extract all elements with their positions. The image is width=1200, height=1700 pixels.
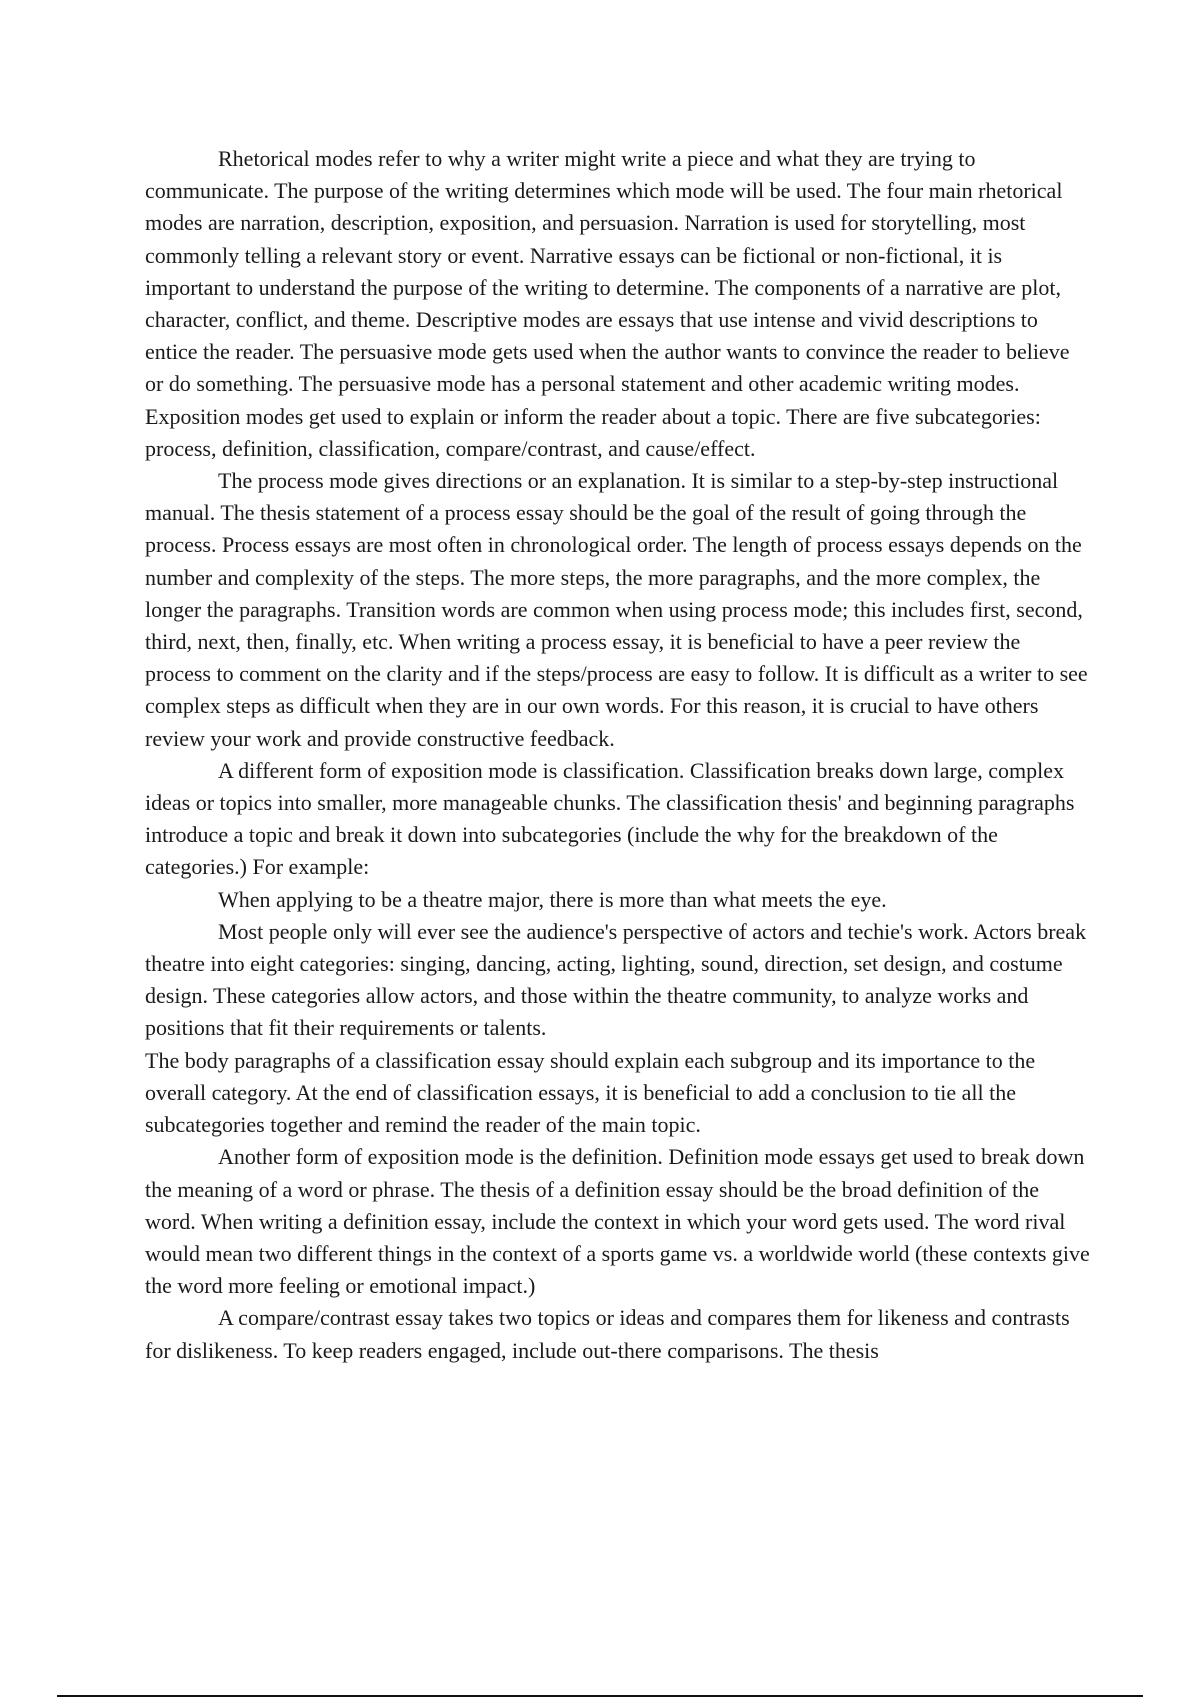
example-thesis-line: When applying to be a theatre major, there is more than what meets the eye.	[218, 886, 887, 912]
paragraph-compare-contrast: A compare/contrast essay takes two topics or ideas and compares them for likeness and contrasts for dislikeness. To keep readers engaged, include out-there comparisons. The thesis	[145, 1305, 1070, 1363]
page-bottom-divider	[57, 1695, 1143, 1697]
paragraph-process-mode: The process mode gives directions or an explanation. It is similar to a step-by-step instructional manual. The thesis statement of a process essay should be the goal of the result of going through the process. Process essays are most often in chronological order. The length of process essays depends on the number and complexity of the steps. The more steps, the more paragraphs, and the more complex, the longer the paragraphs. Transition words are common when using process mode; this includes first, second, third, next, then, finally, etc. When writing a process essay, it is beneficial to have a peer review the process to comment on the clarity and if the steps/process are easy to follow. It is difficult as a writer to see complex steps as difficult when they are in our own words. For this reason, it is crucial to have others review your work and provide constructive feedback.	[145, 468, 1088, 751]
paragraph-classification-mode: A different form of exposition mode is classification. Classification breaks down large, complex ideas or topics into smaller, more manageable chunks. The classification thesis' and beginning paragraphs introduce a topic and break it down into subcategories (include the why for the breakdown of the categories.) For example:	[145, 757, 1075, 880]
paragraph-classification-body: The body paragraphs of a classification essay should explain each subgroup and its importance to the overall category. At the end of classification essays, it is beneficial to add a conclusion to tie all the subcategories together and remind the reader of the main topic.	[145, 1047, 1036, 1138]
paragraph-rhetorical-modes: Rhetorical modes refer to why a writer might write a piece and what they are trying to communicate. The purpose of the writing determines which mode will be used. The four main rhetorical modes are narration, description, exposition, and persuasion. Narration is used for storytelling, most commonly telling a relevant story or event. Narrative essays can be fictional or non-fictional, it is important to understand the purpose of the writing to determine. The components of a narrative are plot, character, conflict, and theme. Descriptive modes are essays that use intense and vivid descriptions to entice the reader. The persuasive mode gets used when the author wants to convince the reader to believe or do something. The persuasive mode has a personal statement and other academic writing modes. Exposition modes get used to explain or inform the reader about a topic. There are five subcategories: process, definition, classification, compare/contrast, and cause/effect.	[145, 146, 1070, 461]
essay-body	[145, 143, 1091, 1367]
paragraph-definition-mode: Another form of exposition mode is the definition. Definition mode essays get used to break down the meaning of a word or phrase. The thesis of a definition essay should be the broad definition of the word. When writing a definition essay, include the context in which your word gets used. The word rival would mean two different things in the context of a sports game vs. a worldwide world (these contexts give the word more feeling or emotional impact.)	[145, 1144, 1090, 1299]
example-body-paragraph: Most people only will ever see the audience's perspective of actors and techie's work. Actors break theatre into eight categories: singing, dancing, acting, lighting, sound, direction, set design, and costume design. These categories allow actors, and those within the theatre community, to analyze works and positions that fit their requirements or talents.	[145, 918, 1087, 1041]
